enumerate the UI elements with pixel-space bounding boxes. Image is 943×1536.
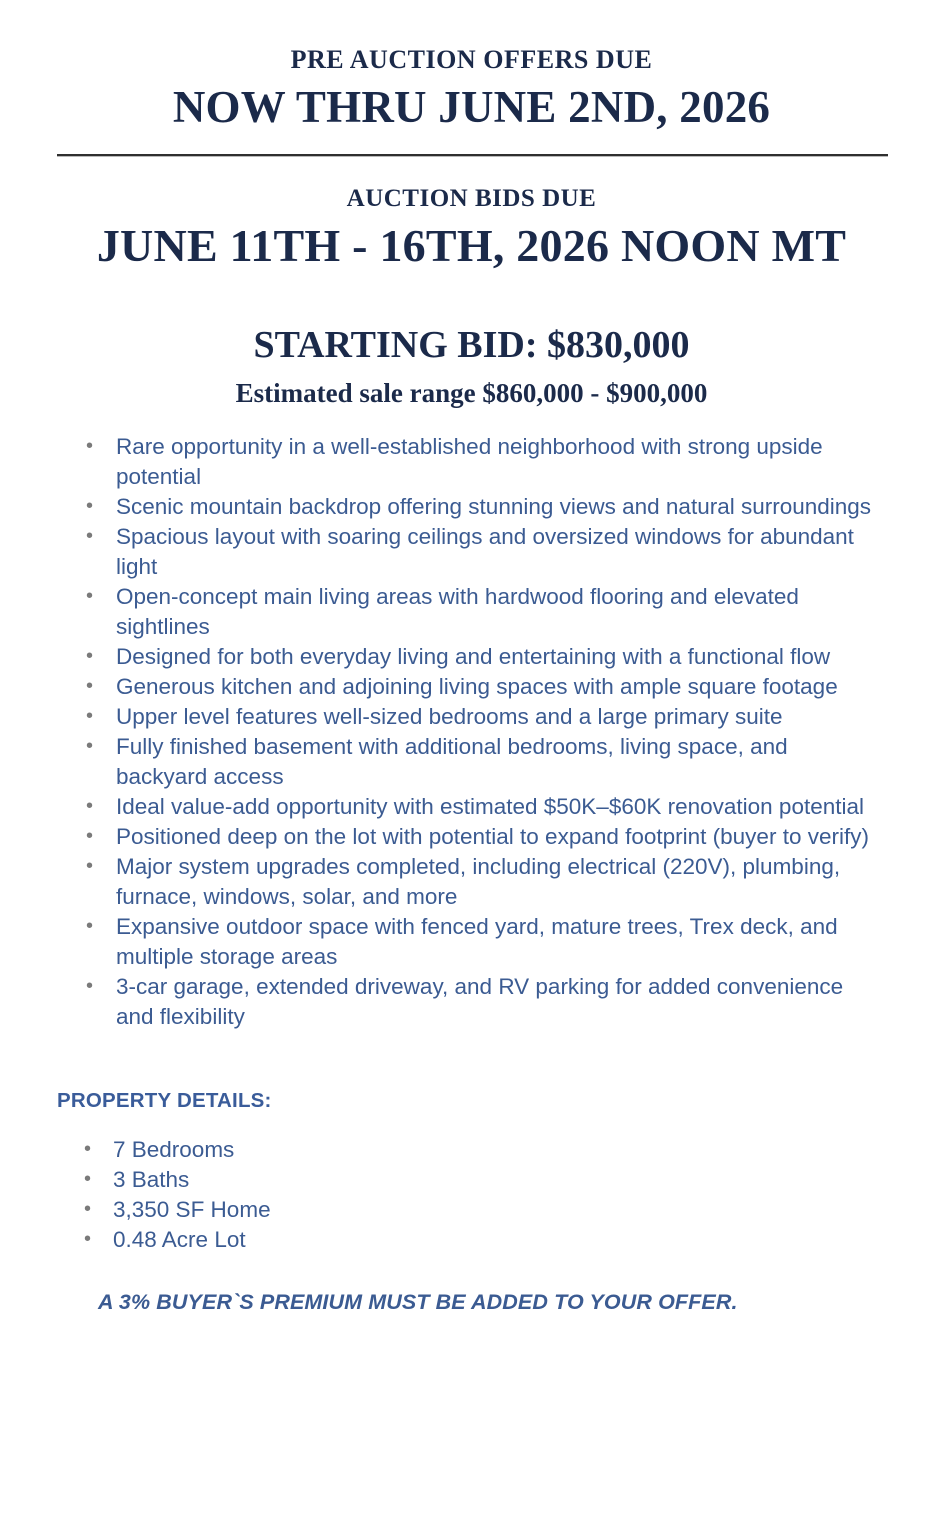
property-details-list: [0, 1135, 943, 1255]
list-item: • 3-car garage, extended driveway, and RV parking for added convenience and flexibility: [0, 972, 885, 1032]
list-item: • 7 Bedrooms: [0, 1135, 943, 1165]
list-item: • Rare opportunity in a well-established neighborhood with strong upside potential: [0, 432, 885, 492]
section-divider-wrap: [0, 134, 943, 157]
list-item: • Upper level features well-sized bedrooms and a large primary suite: [0, 702, 885, 732]
estimated-sale-range-line: Estimated sale range $860,000 - $900,000: [235, 378, 708, 408]
auction-bids-kicker: AUCTION BIDS DUE: [346, 185, 597, 212]
list-item: • Fully finished basement with additional bedrooms, living space, and backyard access: [0, 732, 885, 792]
list-item: • Ideal value-add opportunity with estimated $50K–$60K renovation potential: [0, 792, 885, 822]
list-item: • 3,350 SF Home: [0, 1195, 943, 1225]
list-item: • Scenic mountain backdrop offering stunning views and natural surroundings: [0, 492, 885, 522]
list-item: • Major system upgrades completed, including electrical (220V), plumbing, furnace, windows, solar, and more: [0, 852, 885, 912]
list-item: • 0.48 Acre Lot: [0, 1225, 943, 1255]
auction-bids-headline: JUNE 11TH - 16TH, 2026 NOON MT: [96, 220, 847, 271]
property-features-list: [0, 432, 943, 1032]
list-item: • Open-concept main living areas with hardwood flooring and elevated sightlines: [0, 582, 885, 642]
pre-auction-kicker: PRE AUCTION OFFERS DUE: [290, 45, 653, 74]
list-item: • Spacious layout with soaring ceilings and oversized windows for abundant light: [0, 522, 885, 582]
auction-bids-section: [0, 157, 943, 274]
list-item: • Positioned deep on the lot with potential to expand footprint (buyer to verify): [0, 822, 885, 852]
property-details-heading: PROPERTY DETAILS:: [57, 1089, 272, 1112]
starting-bid-line: STARTING BID: $830,000: [253, 324, 690, 366]
list-item: • Designed for both everyday living and entertaining with a functional flow: [0, 642, 885, 672]
pre-auction-headline: NOW THRU JUNE 2ND, 2026: [172, 82, 771, 132]
list-item: • Generous kitchen and adjoining living spaces with ample square footage: [0, 672, 885, 702]
list-item: • 3 Baths: [0, 1165, 943, 1195]
buyers-premium-note: A 3% BUYER`S PREMIUM MUST BE ADDED TO YOUR OFFER.: [98, 1290, 738, 1314]
pricing-section: [0, 274, 943, 411]
pre-auction-offers-section: [0, 0, 943, 134]
list-item: • Expansive outdoor space with fenced yard, mature trees, Trex deck, and multiple storage areas: [0, 912, 885, 972]
